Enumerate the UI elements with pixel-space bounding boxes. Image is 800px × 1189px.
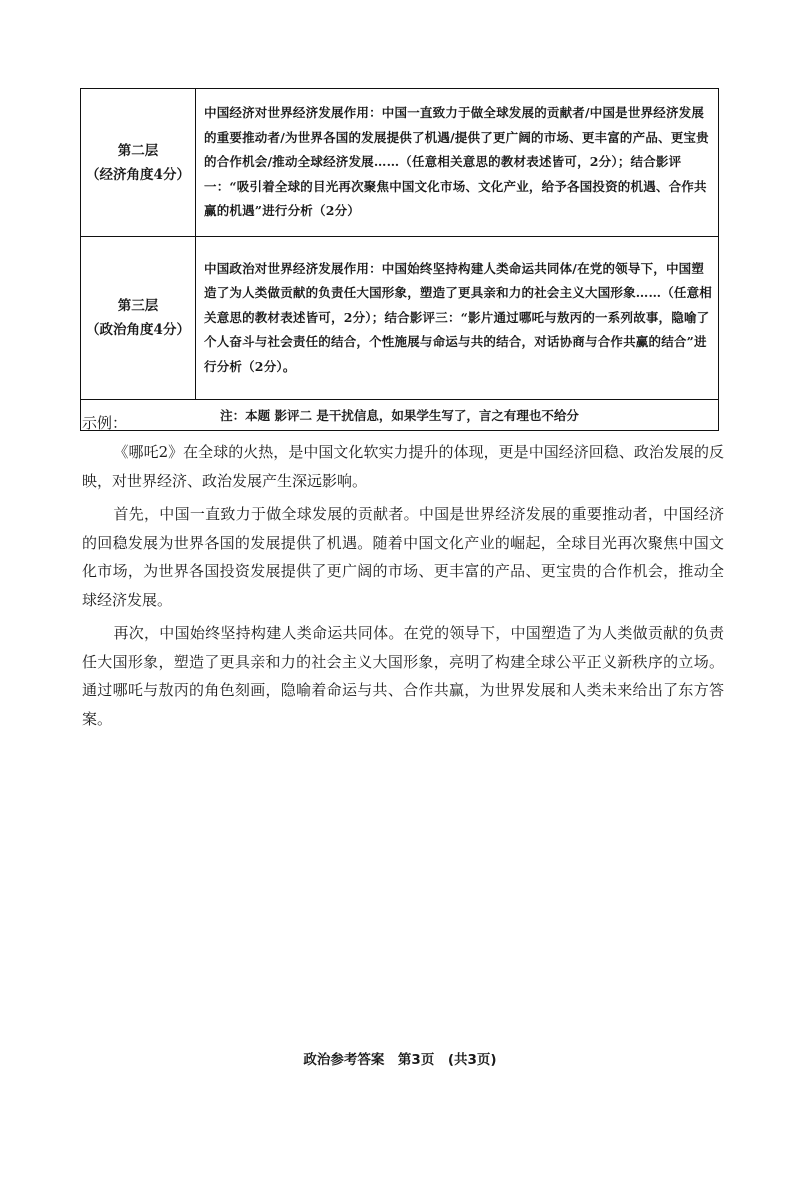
scoring-rubric-table — [80, 88, 719, 431]
level-angle: （政治角度4分） — [86, 322, 190, 338]
level-title: 第二层 — [117, 142, 159, 159]
rubric-content-cell: 中国政治对世界经济发展作用：中国始终坚持构建人类命运共同体/在党的领导下，中国塑造了为人类做贡献的负责任大国形象，塑造了更具亲和力的社会主义大国形象……（任意相关意思的教材表述皆可，2分）；结合影评三：“影片通过哪吒与敖丙的一系列故事，隐喻了个人奋斗与社会责任的结合，个性施展与命运与共的结合，对话协商与合作共赢的结合”进行分析（2分）。 — [196, 237, 719, 400]
essay-paragraph: 首先，中国一直致力于做全球发展的贡献者。中国是世界经济发展的重要推动者，中国经济的回稳发展为世界各国的发展提供了机遇。随着中国文化产业的崛起，全球目光再次聚焦中国文化市场，为世界各国投资发展提供了更广阔的市场、更丰富的产品、更宝贵的合作机会，推动全球经济发展。 — [82, 505, 724, 609]
essay-paragraph: 再次，中国始终坚持构建人类命运共同体。在党的领导下，中国塑造了为人类做贡献的负责任大国形象，塑造了更具亲和力的社会主义大国形象，亮明了构建全球公平正义新秩序的立场。通过哪吒与敖丙的角色刻画，隐喻着命运与共、合作共赢，为世界发展和人类未来给出了东方答案。 — [82, 624, 724, 728]
rubric-row-level-3 — [81, 237, 719, 400]
essay-paragraph: 《哪吒2》在全球的火热，是中国文化软实力提升的体现，更是中国经济回稳、政治发展的反映，对世界经济、政治发展产生深远影响。 — [82, 443, 724, 490]
level-angle: （经济角度4分） — [86, 166, 190, 183]
level-title: 第三层 — [117, 298, 159, 314]
rubric-note: 注：本题 影评二 是干扰信息，如果学生写了，言之有理也不给分 — [81, 400, 719, 431]
rubric-row-level-2 — [81, 89, 719, 237]
example-essay — [82, 438, 724, 738]
rubric-level-cell — [81, 89, 196, 237]
rubric-content-cell: 中国经济对世界经济发展作用：中国一直致力于做全球发展的贡献者/中国是世界经济发展的重要推动者/为世界各国的发展提供了机遇/提供了更广阔的市场、更丰富的产品、更宝贵的合作机会/推动全球经济发展……（任意相关意思的教材表述皆可，2分）；结合影评一：“吸引着全球的目光再次聚焦中国文化市场、文化产业，给予各国投资的机遇、合作共赢的机遇”进行分析（2分） — [196, 89, 719, 237]
rubric-level-cell — [81, 237, 196, 400]
rubric-note-row — [81, 400, 719, 431]
example-label: 示例： — [82, 414, 128, 432]
page-footer: 政治参考答案 第3页 (共3页) — [303, 1052, 497, 1068]
